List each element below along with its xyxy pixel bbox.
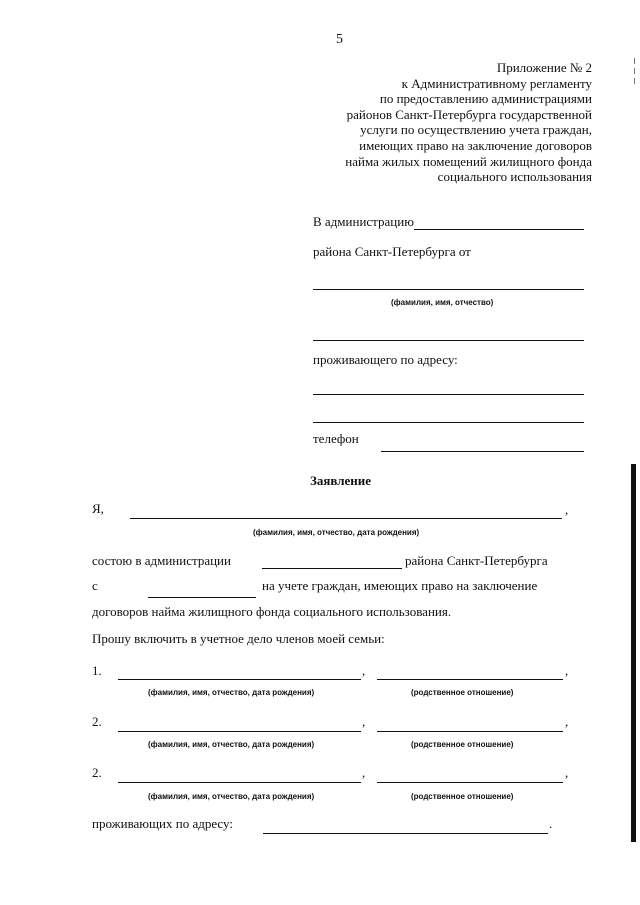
family-member-number: 1. xyxy=(92,663,102,678)
period: . xyxy=(549,816,553,831)
member-relation-caption: (родственное отношение) xyxy=(411,792,514,801)
on-record-text: на учете граждан, имеющих право на заключение xyxy=(262,578,538,593)
family-member-name-field[interactable] xyxy=(118,782,361,783)
registered-administration-field[interactable] xyxy=(262,568,402,569)
comma: , xyxy=(362,765,366,780)
appendix-line: социального использования xyxy=(437,169,592,185)
registered-in-label: состою в администрации xyxy=(92,553,231,568)
district-from-label: района Санкт-Петербурга от xyxy=(313,244,471,259)
scan-artifact xyxy=(634,78,635,84)
family-member-name-field[interactable] xyxy=(118,731,361,732)
residing-label: проживающего по адресу: xyxy=(313,352,458,367)
scan-edge-bar xyxy=(631,464,636,842)
family-member-name-field[interactable] xyxy=(118,679,361,680)
applicant-caption: (фамилия, имя, отчество, дата рождения) xyxy=(253,528,420,537)
district-spb-label: района Санкт-Петербурга xyxy=(405,553,548,568)
member-name-caption: (фамилия, имя, отчество, дата рождения) xyxy=(148,688,315,697)
phone-field[interactable] xyxy=(381,451,584,452)
applicant-fio-field[interactable] xyxy=(313,289,584,290)
comma: , xyxy=(362,663,366,678)
family-member-relation-field[interactable] xyxy=(377,731,563,732)
fio-caption: (фамилия, имя, отчество) xyxy=(391,298,494,307)
document-title: Заявление xyxy=(310,473,372,488)
comma: , xyxy=(565,502,569,517)
administration-field[interactable] xyxy=(414,229,584,230)
scan-artifact xyxy=(634,68,635,74)
page-number: 5 xyxy=(336,32,343,47)
appendix-header xyxy=(345,60,592,185)
family-address-field[interactable] xyxy=(263,833,548,834)
appendix-line: по предоставлению администрациями xyxy=(379,91,592,107)
comma: , xyxy=(565,714,569,729)
comma: , xyxy=(565,663,569,678)
comma: , xyxy=(362,714,366,729)
member-relation-caption: (родственное отношение) xyxy=(411,688,514,697)
family-member-number: 2. xyxy=(92,765,102,780)
address-field-1[interactable] xyxy=(313,394,584,395)
appendix-line: услуги по осуществлению учета граждан, xyxy=(360,122,592,138)
appendix-line: имеющих право на заключение договоров xyxy=(359,137,592,153)
since-label: с xyxy=(92,578,98,593)
address-field-2[interactable] xyxy=(313,422,584,423)
comma: , xyxy=(565,765,569,780)
member-relation-caption: (родственное отношение) xyxy=(411,740,514,749)
scan-artifact xyxy=(634,58,635,64)
applicant-fio-field-2[interactable] xyxy=(313,340,584,341)
family-member-relation-field[interactable] xyxy=(377,679,563,680)
phone-label: телефон xyxy=(313,431,359,446)
appendix-line: Приложение № 2 xyxy=(496,60,592,75)
appendix-line: найма жилых помещений жилищного фонда xyxy=(345,153,592,169)
family-member-number: 2. xyxy=(92,714,102,729)
member-name-caption: (фамилия, имя, отчество, дата рождения) xyxy=(148,792,315,801)
request-text: Прошу включить в учетное дело членов моей семьи: xyxy=(92,631,385,646)
to-administration-label: В администрацию xyxy=(313,214,414,229)
appendix-line: к Административному регламенту xyxy=(401,75,592,91)
applicant-full-name-field[interactable] xyxy=(130,518,562,519)
residing-at-label: проживающих по адресу: xyxy=(92,816,233,831)
appendix-line: районов Санкт-Петербурга государственной xyxy=(346,106,592,122)
family-member-relation-field[interactable] xyxy=(377,782,563,783)
since-date-field[interactable] xyxy=(148,597,256,598)
contracts-text: договоров найма жилищного фонда социального использования. xyxy=(92,604,452,619)
i-label: Я, xyxy=(92,501,104,516)
member-name-caption: (фамилия, имя, отчество, дата рождения) xyxy=(148,740,315,749)
